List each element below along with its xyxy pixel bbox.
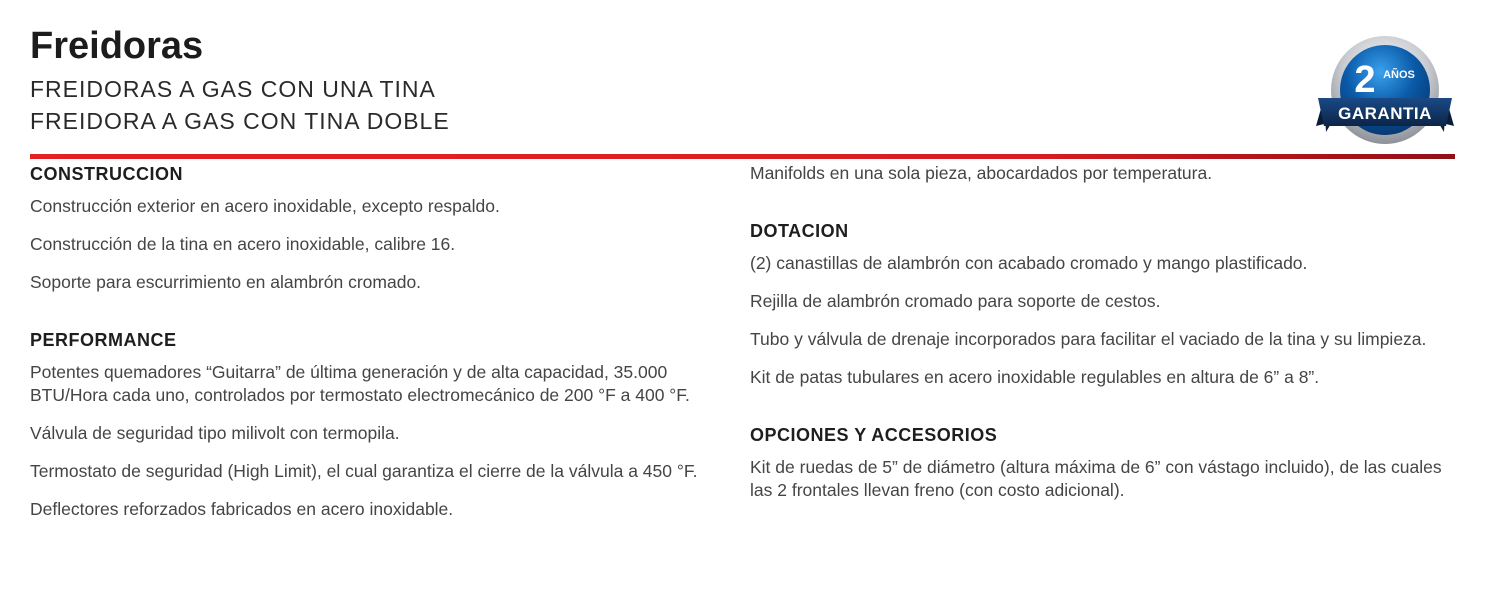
badge-number: 2	[1354, 59, 1376, 101]
spec-item: Manifolds en una sola pieza, abocardados por temperatura.	[750, 163, 1213, 183]
badge-unit: AÑOS	[1383, 69, 1415, 81]
section-opciones-accesorios	[750, 423, 1458, 502]
section-heading: OPCIONES Y ACCESORIOS	[750, 425, 998, 445]
spec-item: Construcción de la tina en acero inoxidable, calibre 16.	[30, 234, 456, 254]
section-dotacion	[750, 219, 1458, 389]
subtitle-double-tank: FREIDORA A GAS CON TINA DOBLE	[30, 108, 450, 134]
spec-item: Válvula de seguridad tipo milivolt con termopila.	[30, 423, 400, 443]
spec-item: Kit de ruedas de 5” de diámetro (altura máxima de 6” con vástago incluido), de las cuales las 2 frontales llevan freno (con costo adicional).	[750, 457, 1442, 500]
page-title: Freidoras	[30, 25, 204, 67]
header-divider	[30, 154, 1455, 159]
spec-item: Tubo y válvula de drenaje incorporados para facilitar el vaciado de la tina y su limpieza.	[750, 329, 1427, 349]
section-heading: CONSTRUCCION	[30, 164, 183, 184]
spec-item: Deflectores reforzados fabricados en acero inoxidable.	[30, 499, 454, 519]
spec-item: Potentes quemadores “Guitarra” de última generación y de alta capacidad, 35.000 BTU/Hora cada uno, controlados por termostato electromecánico de 200 °F a 400 °F.	[30, 362, 690, 405]
section-continuation	[750, 162, 1458, 185]
section-heading: PERFORMANCE	[30, 330, 177, 350]
spec-item: Rejilla de alambrón cromado para soporte de cestos.	[750, 291, 1161, 311]
spec-item: Kit de patas tubulares en acero inoxidable regulables en altura de 6” a 8”.	[750, 367, 1320, 387]
spec-item: (2) canastillas de alambrón con acabado cromado y mango plastificado.	[750, 253, 1308, 273]
section-heading: DOTACION	[750, 221, 849, 241]
spec-item: Construcción exterior en acero inoxidable, excepto respaldo.	[30, 196, 500, 216]
subtitle-single-tank: FREIDORAS A GAS CON UNA TINA	[30, 76, 436, 102]
section-performance	[30, 328, 720, 521]
section-construccion	[30, 162, 720, 294]
badge-label: GARANTIA	[1338, 104, 1432, 123]
right-column	[750, 162, 1458, 517]
spec-item: Soporte para escurrimiento en alambrón cromado.	[30, 272, 422, 292]
warranty-badge-icon	[1312, 36, 1458, 148]
spec-item: Termostato de seguridad (High Limit), el cual garantiza el cierre de la válvula a 450 °F.	[30, 461, 698, 481]
left-column	[30, 162, 720, 536]
